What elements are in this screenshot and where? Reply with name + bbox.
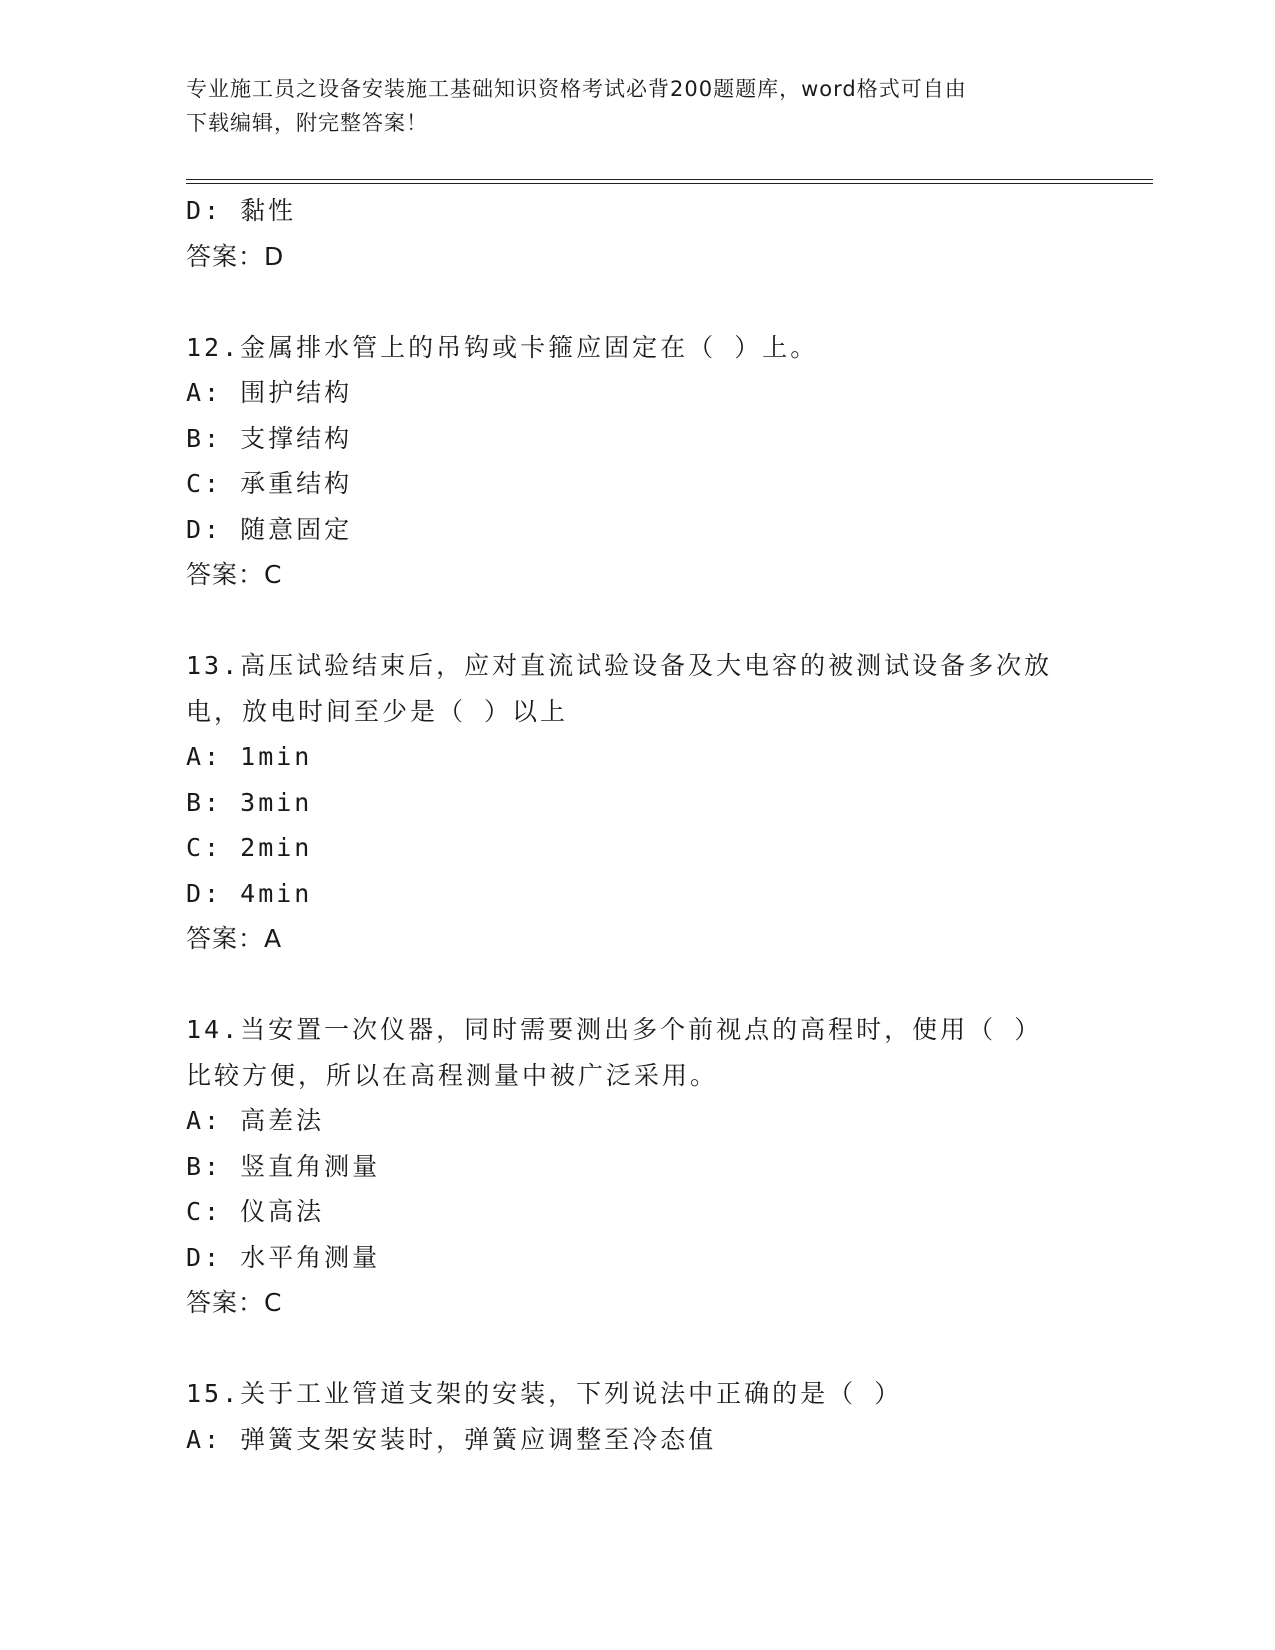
question-stem: 13.高压试验结束后，应对直流试验设备及大电容的被测试设备多次放 [186, 651, 1053, 680]
option-a: A: 围护结构 [186, 378, 353, 407]
answer-line: 答案：C [186, 560, 283, 589]
option-c: C: 承重结构 [186, 469, 353, 498]
header-line-1: 专业施工员之设备安装施工基础知识资格考试必背200题题库，word格式可自由 [186, 77, 967, 101]
question-14 [186, 1007, 1086, 1326]
document-header [186, 72, 1086, 140]
previous-question-tail [186, 188, 1086, 279]
header-divider-bottom [186, 183, 1153, 184]
question-stem-continued: 电，放电时间至少是（ ）以上 [186, 696, 569, 726]
question-spacer [186, 962, 1086, 1008]
question-12 [186, 325, 1086, 598]
question-spacer [186, 1326, 1086, 1372]
option-a: A: 弹簧支架安装时，弹簧应调整至冷态值 [186, 1424, 717, 1454]
option-b: B: 支撑结构 [186, 423, 353, 453]
option-a: A: 高差法 [186, 1106, 325, 1135]
question-stem-continued: 比较方便，所以在高程测量中被广泛采用。 [186, 1060, 719, 1090]
option-c: C: 2min [186, 833, 313, 862]
question-15 [186, 1371, 1086, 1462]
question-13 [186, 643, 1086, 962]
question-spacer [186, 598, 1086, 644]
option-b: B: 竖直角测量 [186, 1151, 381, 1181]
question-list [186, 188, 1086, 1462]
header-divider-top [186, 179, 1153, 180]
option-d: D: 水平角测量 [186, 1242, 381, 1272]
option-d: D: 随意固定 [186, 514, 353, 544]
question-stem: 15.关于工业管道支架的安装，下列说法中正确的是（ ） [186, 1379, 903, 1408]
answer-line: 答案：D [186, 241, 285, 271]
question-stem: 14.当安置一次仪器，同时需要测出多个前视点的高程时，使用（ ） [186, 1015, 1043, 1044]
answer-line: 答案：A [186, 924, 283, 953]
option-a: A: 1min [186, 742, 313, 771]
question-spacer [186, 279, 1086, 325]
option-d: D: 黏性 [186, 196, 297, 225]
option-d: D: 4min [186, 878, 313, 908]
question-stem: 12.金属排水管上的吊钩或卡箍应固定在（ ）上。 [186, 332, 819, 362]
option-b: B: 3min [186, 787, 313, 817]
header-line-2: 下载编辑，附完整答案！ [186, 111, 428, 135]
answer-line: 答案：C [186, 1288, 283, 1317]
option-c: C: 仪高法 [186, 1197, 325, 1226]
